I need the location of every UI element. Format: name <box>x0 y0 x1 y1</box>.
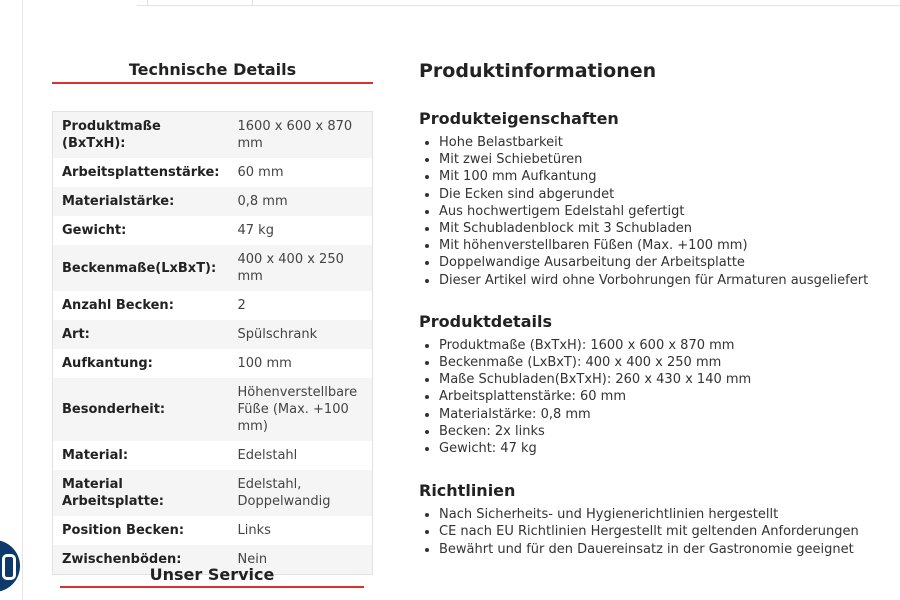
table-row <box>53 158 373 187</box>
list-item: • Mit zwei Schiebetüren <box>439 151 889 168</box>
spec-key: Position Becken: <box>53 516 229 545</box>
product-information <box>419 58 889 558</box>
table-row <box>53 441 373 470</box>
details-heading: Produktdetails <box>419 311 552 331</box>
spec-key: Materialstärke: <box>53 187 229 216</box>
heading-underline <box>52 82 373 84</box>
list-item: • Bewährt und für den Dauereinsatz in der Gastronomie geeignet <box>439 541 889 558</box>
table-row <box>53 291 373 320</box>
table-row <box>53 516 373 545</box>
spec-value: 2 <box>229 291 373 320</box>
spec-key: Art: <box>53 320 229 349</box>
guidelines-list <box>419 506 889 558</box>
properties-list <box>419 134 889 289</box>
list-item: • Mit 100 mm Aufkantung <box>439 168 889 185</box>
spec-key: Anzahl Becken: <box>53 291 229 320</box>
table-row <box>53 320 373 349</box>
list-item: • Becken: 2x links <box>439 423 889 440</box>
spec-value: 0,8 mm <box>229 187 373 216</box>
list-item: • Nach Sicherheits- und Hygienerichtlinien hergestellt <box>439 506 889 523</box>
technical-details-table <box>52 111 373 575</box>
list-item: • Dieser Artikel wird ohne Vorbohrungen für Armaturen ausgeliefert <box>439 272 889 289</box>
spec-key: Material: <box>53 441 229 470</box>
list-item: • Beckenmaße (LxBxT): 400 x 400 x 250 mm <box>439 354 889 371</box>
list-item: • Maße Schubladen(BxTxH): 260 x 430 x 140 mm <box>439 371 889 388</box>
list-item: • Doppelwandige Ausarbeitung der Arbeitsplatte <box>439 254 889 271</box>
list-item: • Mit höhenverstellbaren Füßen (Max. +100 mm) <box>439 237 889 254</box>
spec-value: Edelstahl <box>229 441 373 470</box>
spec-key: Zwischenböden: <box>53 545 229 575</box>
spec-value: 47 kg <box>229 216 373 245</box>
spec-value: 1600 x 600 x 870 mm <box>229 112 373 159</box>
tab[interactable] <box>147 0 253 5</box>
heading-underline <box>60 586 364 588</box>
spec-value: 400 x 400 x 250 mm <box>229 245 373 291</box>
table-row <box>53 112 373 159</box>
spec-key: Aufkantung: <box>53 349 229 378</box>
spec-key: Arbeitsplattenstärke: <box>53 158 229 187</box>
technical-details-title: Technische Details <box>128 60 297 79</box>
product-info-title: Produktinformationen <box>419 60 657 82</box>
table-row <box>53 187 373 216</box>
list-item: • Aus hochwertigem Edelstahl gefertigt <box>439 203 889 220</box>
table-row <box>53 245 373 291</box>
spec-key: Besonderheit: <box>53 378 229 441</box>
left-rail <box>0 0 23 600</box>
table-row <box>53 216 373 245</box>
service-heading <box>60 565 364 584</box>
spec-value: Spülschrank <box>229 320 373 349</box>
properties-heading: Produkteigenschaften <box>419 109 619 128</box>
chat-icon <box>2 554 16 580</box>
spec-key: Produktmaße (BxTxH): <box>53 112 229 159</box>
details-list <box>419 337 889 457</box>
list-item: • Mit Schubladenblock mit 3 Schubladen <box>439 220 889 237</box>
service-title: Unser Service <box>149 565 275 584</box>
spec-key: Beckenmaße(LxBxT): <box>53 245 229 291</box>
list-item: • Die Ecken sind abgerundet <box>439 186 889 203</box>
spec-value: Nein <box>229 545 373 575</box>
spec-value: 100 mm <box>229 349 373 378</box>
spec-value: Edelstahl, Doppelwandig <box>229 470 373 516</box>
list-item: • Arbeitsplattenstärke: 60 mm <box>439 388 889 405</box>
technical-details-heading <box>52 60 373 79</box>
list-item: • CE nach EU Richtlinien Hergestellt mit geltenden Anforderungen <box>439 523 889 540</box>
table-row <box>53 470 373 516</box>
list-item: • Hohe Belastbarkeit <box>439 134 889 151</box>
list-item: • Produktmaße (BxTxH): 1600 x 600 x 870 mm <box>439 337 889 354</box>
spec-key: Material Arbeitsplatte: <box>53 470 229 516</box>
table-row <box>53 349 373 378</box>
list-item: • Gewicht: 47 kg <box>439 440 889 457</box>
list-item: • Materialstärke: 0,8 mm <box>439 406 889 423</box>
guidelines-heading: Richtlinien <box>419 481 516 501</box>
spec-key: Gewicht: <box>53 216 229 245</box>
table-row <box>53 378 373 441</box>
spec-value: Höhenverstellbare Füße (Max. +100 mm) <box>229 378 373 441</box>
spec-value: 60 mm <box>229 158 373 187</box>
spec-value: Links <box>229 516 373 545</box>
